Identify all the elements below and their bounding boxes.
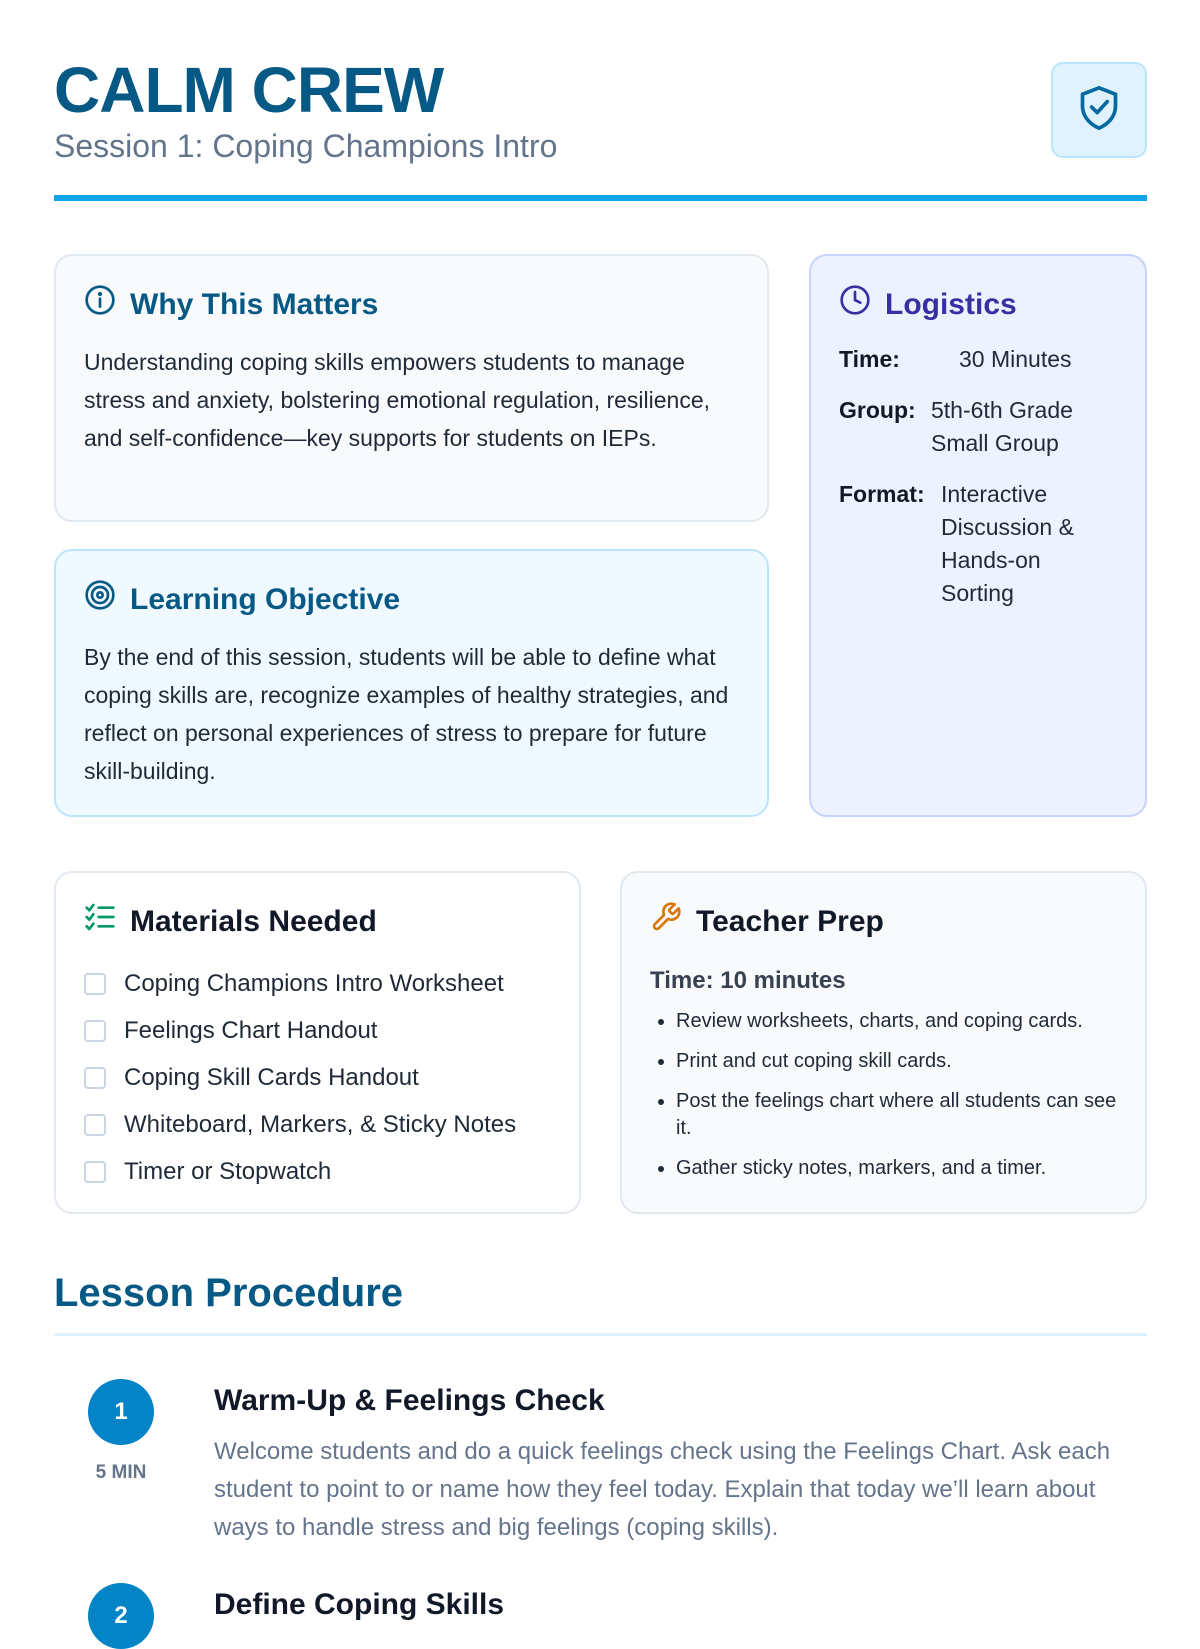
prep-item: • Post the feelings chart where all students can see it.	[676, 1088, 1117, 1142]
material-checkbox[interactable]	[84, 1067, 106, 1089]
material-label: Whiteboard, Markers, & Sticky Notes	[124, 1110, 517, 1138]
teacher-prep-card	[620, 871, 1147, 1214]
materials-card	[54, 871, 581, 1214]
wrench-icon	[650, 901, 682, 942]
why-title-row	[84, 284, 739, 325]
material-item[interactable]	[84, 960, 551, 1007]
material-item[interactable]	[84, 1054, 551, 1101]
why-title: Why This Matters	[130, 287, 379, 321]
session-subtitle: Session 1: Coping Champions Intro	[54, 128, 558, 164]
header	[54, 54, 1147, 201]
logistics-label: Group:	[839, 397, 916, 423]
objective-body: By the end of this session, students will be able to define what coping skills are, recognize examples of healthy strategies, and reflect on personal experiences of stress to prepare for future skill-building.	[84, 644, 729, 784]
logistics-label: Format:	[839, 481, 925, 507]
prep-title-row	[650, 901, 1117, 942]
step-title: Warm-Up & Feelings Check	[214, 1384, 605, 1417]
material-checkbox[interactable]	[84, 1114, 106, 1136]
logistics-card	[809, 254, 1147, 817]
logistics-title: Logistics	[885, 287, 1017, 321]
info-icon	[84, 284, 116, 325]
objective-title-row	[84, 579, 739, 620]
logistics-value: Interactive Discussion & Hands-on Sorting	[941, 481, 1074, 606]
materials-title: Materials Needed	[130, 904, 377, 938]
material-checkbox[interactable]	[84, 973, 106, 995]
why-this-matters-card	[54, 254, 769, 522]
prep-time: Time: 10 minutes	[650, 967, 846, 994]
prep-item: • Review worksheets, charts, and coping cards.	[676, 1008, 1117, 1035]
why-body: Understanding coping skills empowers students to manage stress and anxiety, bolstering emotional regulation, resilience, and self-confidence—key supports for students on IEPs.	[84, 349, 711, 451]
logistics-value: 30 Minutes	[959, 346, 1072, 372]
clock-icon	[839, 284, 871, 325]
shield-check-icon	[1077, 84, 1121, 137]
material-label: Feelings Chart Handout	[124, 1016, 378, 1044]
step-description: Welcome students and do a quick feelings check using the Feelings Chart. Ask each student to point to or name how they feel today. Explain that today we’ll learn about ways to handle stress and big feelings (coping skills).	[214, 1438, 1111, 1541]
materials-list	[84, 960, 551, 1195]
step-title: Define Coping Skills	[214, 1588, 505, 1621]
material-checkbox[interactable]	[84, 1020, 106, 1042]
checklist-icon	[84, 901, 116, 942]
step-number: 2	[88, 1583, 154, 1649]
material-checkbox[interactable]	[84, 1161, 106, 1183]
prep-item: • Gather sticky notes, markers, and a timer.	[676, 1155, 1117, 1182]
objective-title: Learning Objective	[130, 582, 401, 616]
shield-badge	[1051, 62, 1147, 158]
procedure-step	[54, 1379, 1147, 1539]
materials-title-row	[84, 901, 551, 942]
target-icon	[84, 579, 116, 620]
material-label: Coping Champions Intro Worksheet	[124, 969, 504, 997]
lesson-plan-page	[54, 0, 1147, 1629]
learning-objective-card	[54, 549, 769, 817]
logistics-row-time	[839, 343, 1117, 376]
material-label: Timer or Stopwatch	[124, 1157, 332, 1185]
procedure-step	[54, 1583, 1147, 1629]
step-number: 1	[88, 1379, 154, 1445]
prep-item: • Print and cut coping skill cards.	[676, 1048, 1117, 1075]
logistics-title-row	[839, 284, 1117, 325]
brand-title: CALM CREW	[54, 54, 444, 126]
prep-title: Teacher Prep	[696, 904, 884, 938]
material-item[interactable]	[84, 1007, 551, 1054]
logistics-row-format	[839, 478, 1117, 610]
prep-list	[650, 1008, 1117, 1182]
logistics-row-group	[839, 394, 1117, 460]
logistics-label: Time:	[839, 346, 900, 372]
step-duration: 5 MIN	[95, 1462, 147, 1483]
material-item[interactable]	[84, 1148, 551, 1195]
lesson-procedure-heading: Lesson Procedure	[54, 1268, 1147, 1336]
material-label: Coping Skill Cards Handout	[124, 1063, 419, 1091]
material-item[interactable]	[84, 1101, 551, 1148]
logistics-value: 5th-6th Grade Small Group	[931, 397, 1073, 456]
